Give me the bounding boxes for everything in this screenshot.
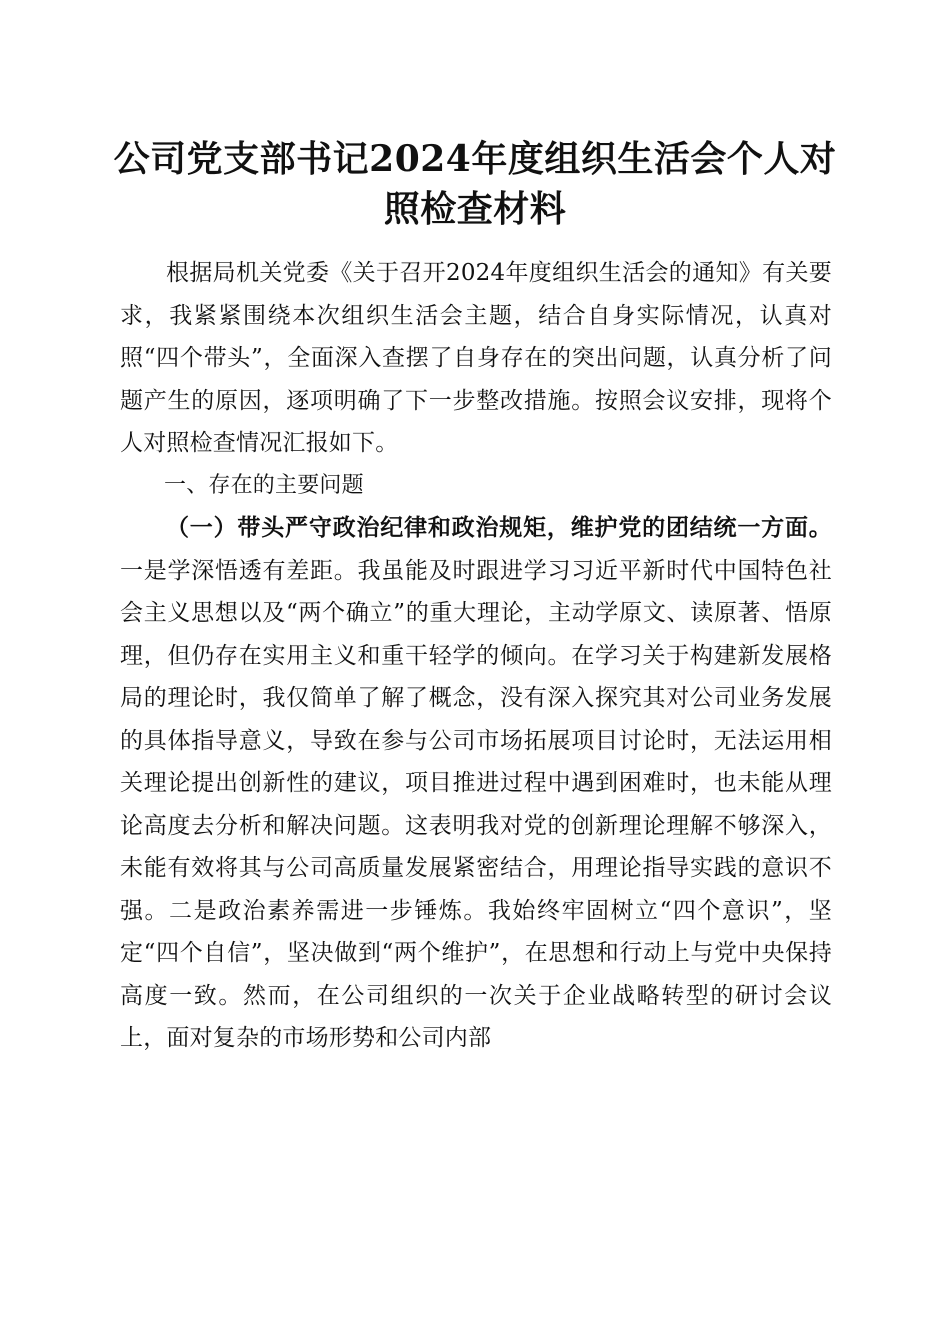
subsection-paragraph [120, 507, 832, 1060]
subsection-lead: （一）带头严守政治纪律和政治规矩，维护党的团结统一方面。 [166, 514, 832, 541]
intro-paragraph: 根据局机关党委《关于召开2024年度组织生活会的通知》有关要求，我紧紧围绕本次组织生活会主题，结合自身实际情况，认真对照“四个带头”，全面深入查摆了自身存在的突出问题，认真分析了问题产生的原因，逐项明确了下一步整改措施。按照会议安排，现将个人对照检查情况汇报如下。 [120, 260, 832, 456]
document-body [120, 252, 832, 1060]
subsection-body: 一是学深悟透有差距。我虽能及时跟进学习习近平新时代中国特色社会主义思想以及“两个确立”的重大理论，主动学原文、读原著、悟原理，但仍存在实用主义和重干轻学的倾向。在学习关于构建新发展格局的理论时，我仅简单了解了概念，没有深入探究其对公司业务发展的具体指导意义，导致在参与公司市场拓展项目讨论时，无法运用相关理论提出创新性的建议，项目推进过程中遇到困难时，也未能从理论高度去分析和解决问题。这表明我对党的创新理论理解不够深入，未能有效将其与公司高质量发展紧密结合，用理论指导实践的意识不强。二是政治素养需进一步锤炼。我始终牢固树立“四个意识”，坚定“四个自信”，坚决做到“两个维护”，在思想和行动上与党中央保持高度一致。然而，在公司组织的一次关于企业战略转型的研讨会议上，面对复杂的市场形势和公司内部 [120, 557, 832, 1051]
document-title: 公司党支部书记2024年度组织生活会个人对照检查材料 [113, 138, 837, 230]
section-heading: 一、存在的主要问题 [164, 472, 364, 498]
